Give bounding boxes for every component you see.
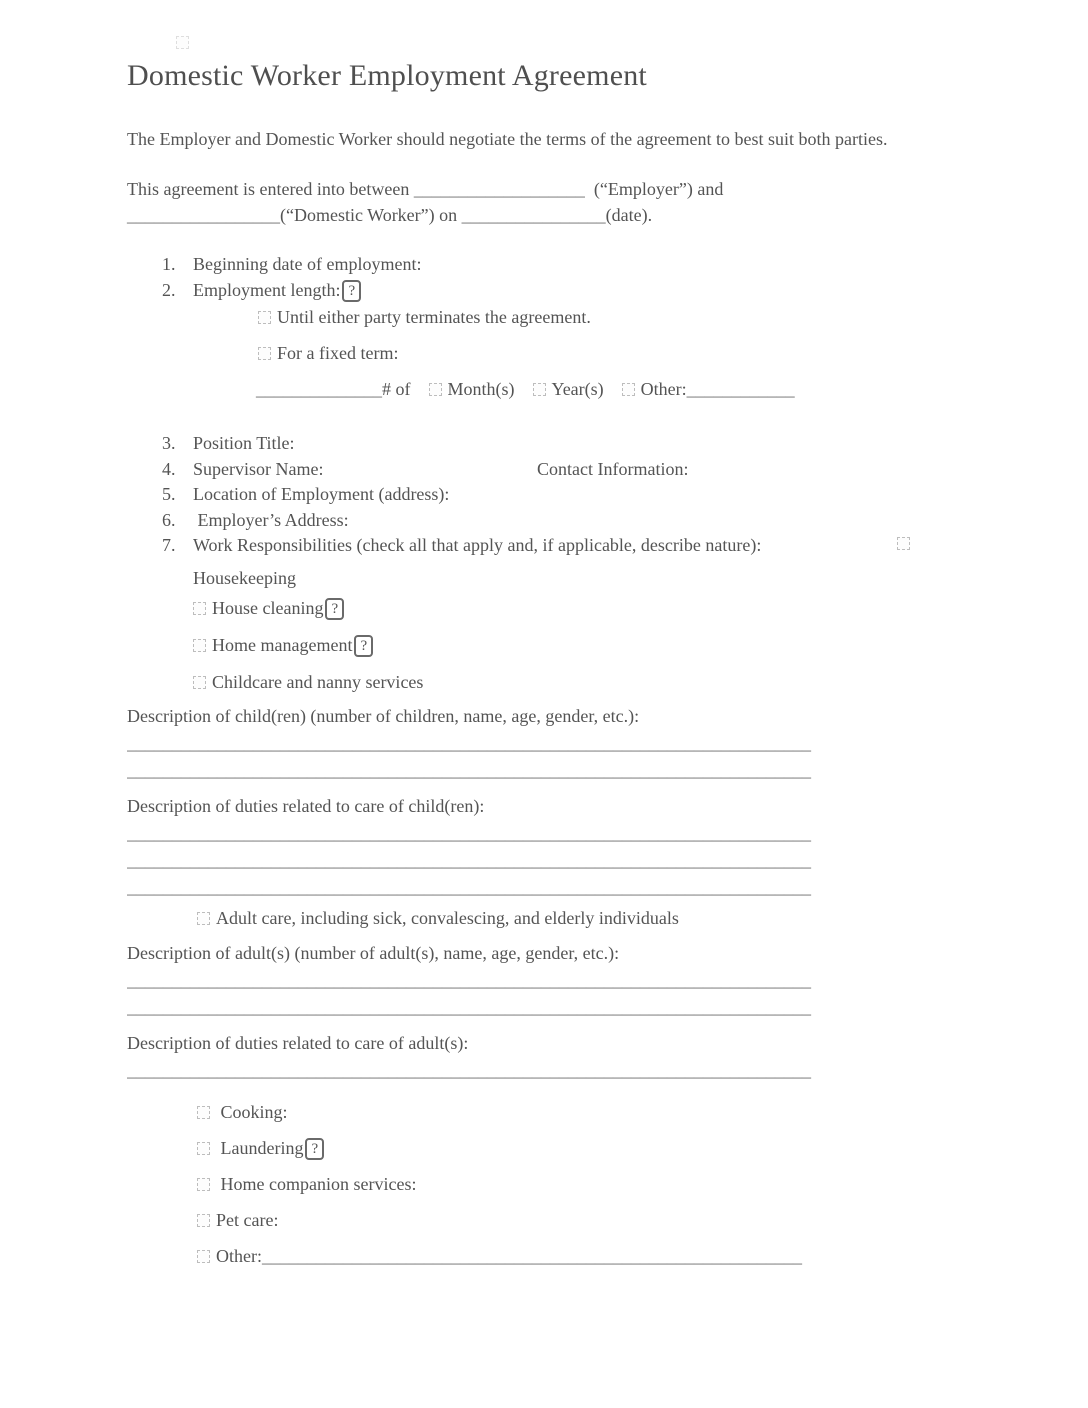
other-checkbox[interactable]	[197, 1250, 210, 1263]
item-location-of-employment	[127, 482, 917, 508]
option-until-termination	[258, 305, 917, 329]
writing-line[interactable]: ____________________________________________________________________________	[127, 969, 811, 990]
document-content	[127, 56, 917, 1268]
item-work-responsibilities	[127, 533, 917, 559]
writing-line[interactable]: ____________________________________________________________________________	[127, 759, 811, 780]
option-laundering	[197, 1136, 917, 1160]
option-cooking	[197, 1100, 917, 1124]
until-termination-checkbox[interactable]	[258, 311, 271, 324]
other-term-blank[interactable]: ____________	[686, 379, 795, 399]
option-label: For a fixed term:	[277, 343, 399, 363]
pet-care-checkbox[interactable]	[197, 1214, 210, 1227]
laundering-checkbox[interactable]	[197, 1142, 210, 1155]
option-childcare-nanny	[193, 670, 917, 694]
agreement-line2-text: (“Domestic Worker”) on	[280, 204, 462, 225]
option-label: House cleaning	[212, 597, 324, 618]
item-supervisor-name	[127, 457, 917, 483]
home-companion-checkbox[interactable]	[197, 1178, 210, 1191]
adult-duties-label: Description of duties related to care of adult(s):	[127, 1032, 469, 1053]
missing-glyph-icon: ?	[354, 635, 373, 657]
option-label: Cooking:	[216, 1101, 288, 1122]
employer-name-blank[interactable]: ___________________	[413, 179, 585, 199]
item-label: Employer’s Address:	[193, 509, 349, 530]
child-duties-label: Description of duties related to care of child(ren):	[127, 795, 485, 816]
house-cleaning-checkbox[interactable]	[193, 602, 206, 615]
item-label: Position Title:	[193, 433, 295, 453]
item-number: 3.	[162, 433, 176, 453]
writing-line[interactable]: ____________________________________________________________________________	[127, 849, 811, 870]
missing-glyph-icon: ?	[342, 280, 361, 302]
item-label: Work Responsibilities (check all that apply and, if applicable, describe nature):	[193, 535, 762, 555]
intro-text: The Employer and Domestic Worker should negotiate the terms of the agreement to best suit both parties.	[127, 129, 888, 149]
agreement-line1-text: This agreement is entered into between	[127, 179, 414, 199]
option-label: Pet care:	[216, 1209, 279, 1230]
item-number: 1.	[162, 254, 176, 274]
page-title: Domestic Worker Employment Agreement	[127, 59, 647, 92]
option-house-cleaning	[193, 596, 917, 620]
cooking-checkbox[interactable]	[197, 1106, 210, 1119]
item-beginning-date	[127, 252, 917, 278]
years-label: Year(s)	[551, 379, 604, 399]
missing-glyph-icon: ?	[325, 598, 344, 620]
other-label: Other:	[640, 379, 687, 399]
months-checkbox[interactable]	[429, 383, 442, 396]
option-label: Childcare and nanny services	[212, 671, 424, 692]
item-number: 6.	[162, 509, 176, 530]
fixed-term-checkbox[interactable]	[258, 347, 271, 360]
adult-care-checkbox[interactable]	[197, 912, 210, 925]
other-blank[interactable]: ____________________________________________________________	[261, 1245, 802, 1266]
option-home-management	[193, 633, 917, 657]
option-label: Home companion services:	[216, 1173, 417, 1194]
years-checkbox[interactable]	[533, 383, 546, 396]
item-label: Beginning date of employment:	[193, 254, 422, 274]
contact-information-label: Contact Information:	[537, 458, 689, 479]
other-term-checkbox[interactable]	[622, 383, 635, 396]
option-home-companion	[197, 1172, 917, 1196]
item-employment-length	[127, 278, 917, 304]
writing-line[interactable]: ____________________________________________________________________________	[127, 1059, 811, 1080]
number-of-label: # of	[382, 379, 411, 399]
agreement-line2-suffix: (date).	[605, 204, 653, 225]
item-label: Employment length:	[193, 279, 341, 300]
writing-line[interactable]: ____________________________________________________________________________	[127, 876, 811, 897]
stray-checkbox[interactable]	[176, 36, 189, 49]
item-label: Location of Employment (address):	[193, 484, 450, 504]
item-number: 5.	[162, 484, 176, 504]
adult-description-label: Description of adult(s) (number of adult(s), name, age, gender, etc.):	[127, 942, 620, 963]
writing-line[interactable]: ____________________________________________________________________________	[127, 732, 811, 753]
main-list	[127, 431, 917, 559]
option-pet-care	[197, 1208, 917, 1232]
item-position-title	[127, 431, 917, 457]
worker-name-blank[interactable]: _________________	[127, 204, 280, 225]
option-fixed-term	[258, 341, 917, 365]
work-responsibilities-checkbox[interactable]	[897, 537, 910, 550]
term-number-blank[interactable]: ______________	[256, 379, 382, 399]
top-list	[127, 252, 917, 401]
option-adult-care	[197, 905, 917, 931]
missing-glyph-icon: ?	[305, 1138, 324, 1160]
option-label: Until either party terminates the agreement.	[277, 307, 591, 327]
option-label: Home management	[212, 634, 353, 655]
item-number: 7.	[162, 535, 176, 555]
agreement-line1-suffix: (“Employer”) and	[584, 179, 724, 199]
writing-line[interactable]: ____________________________________________________________________________	[127, 996, 811, 1017]
child-description-label: Description of child(ren) (number of children, name, age, gender, etc.):	[127, 705, 640, 726]
item-number: 2.	[162, 279, 176, 300]
item-employer-address	[127, 508, 917, 534]
item-number: 4.	[162, 458, 176, 479]
agreement-paragraph	[127, 177, 917, 228]
option-label: Laundering	[216, 1137, 304, 1158]
fixed-term-row	[256, 377, 917, 401]
months-label: Month(s)	[447, 379, 515, 399]
housekeeping-heading: Housekeeping	[193, 567, 296, 588]
writing-line[interactable]: ____________________________________________________________________________	[127, 822, 811, 843]
option-label: Adult care, including sick, convalescing, and elderly individuals	[216, 907, 679, 928]
date-blank[interactable]: ________________	[461, 204, 606, 225]
home-management-checkbox[interactable]	[193, 639, 206, 652]
item-label: Supervisor Name:	[193, 458, 324, 479]
childcare-nanny-checkbox[interactable]	[193, 676, 206, 689]
option-other	[197, 1244, 917, 1268]
option-label: Other:	[216, 1245, 262, 1266]
